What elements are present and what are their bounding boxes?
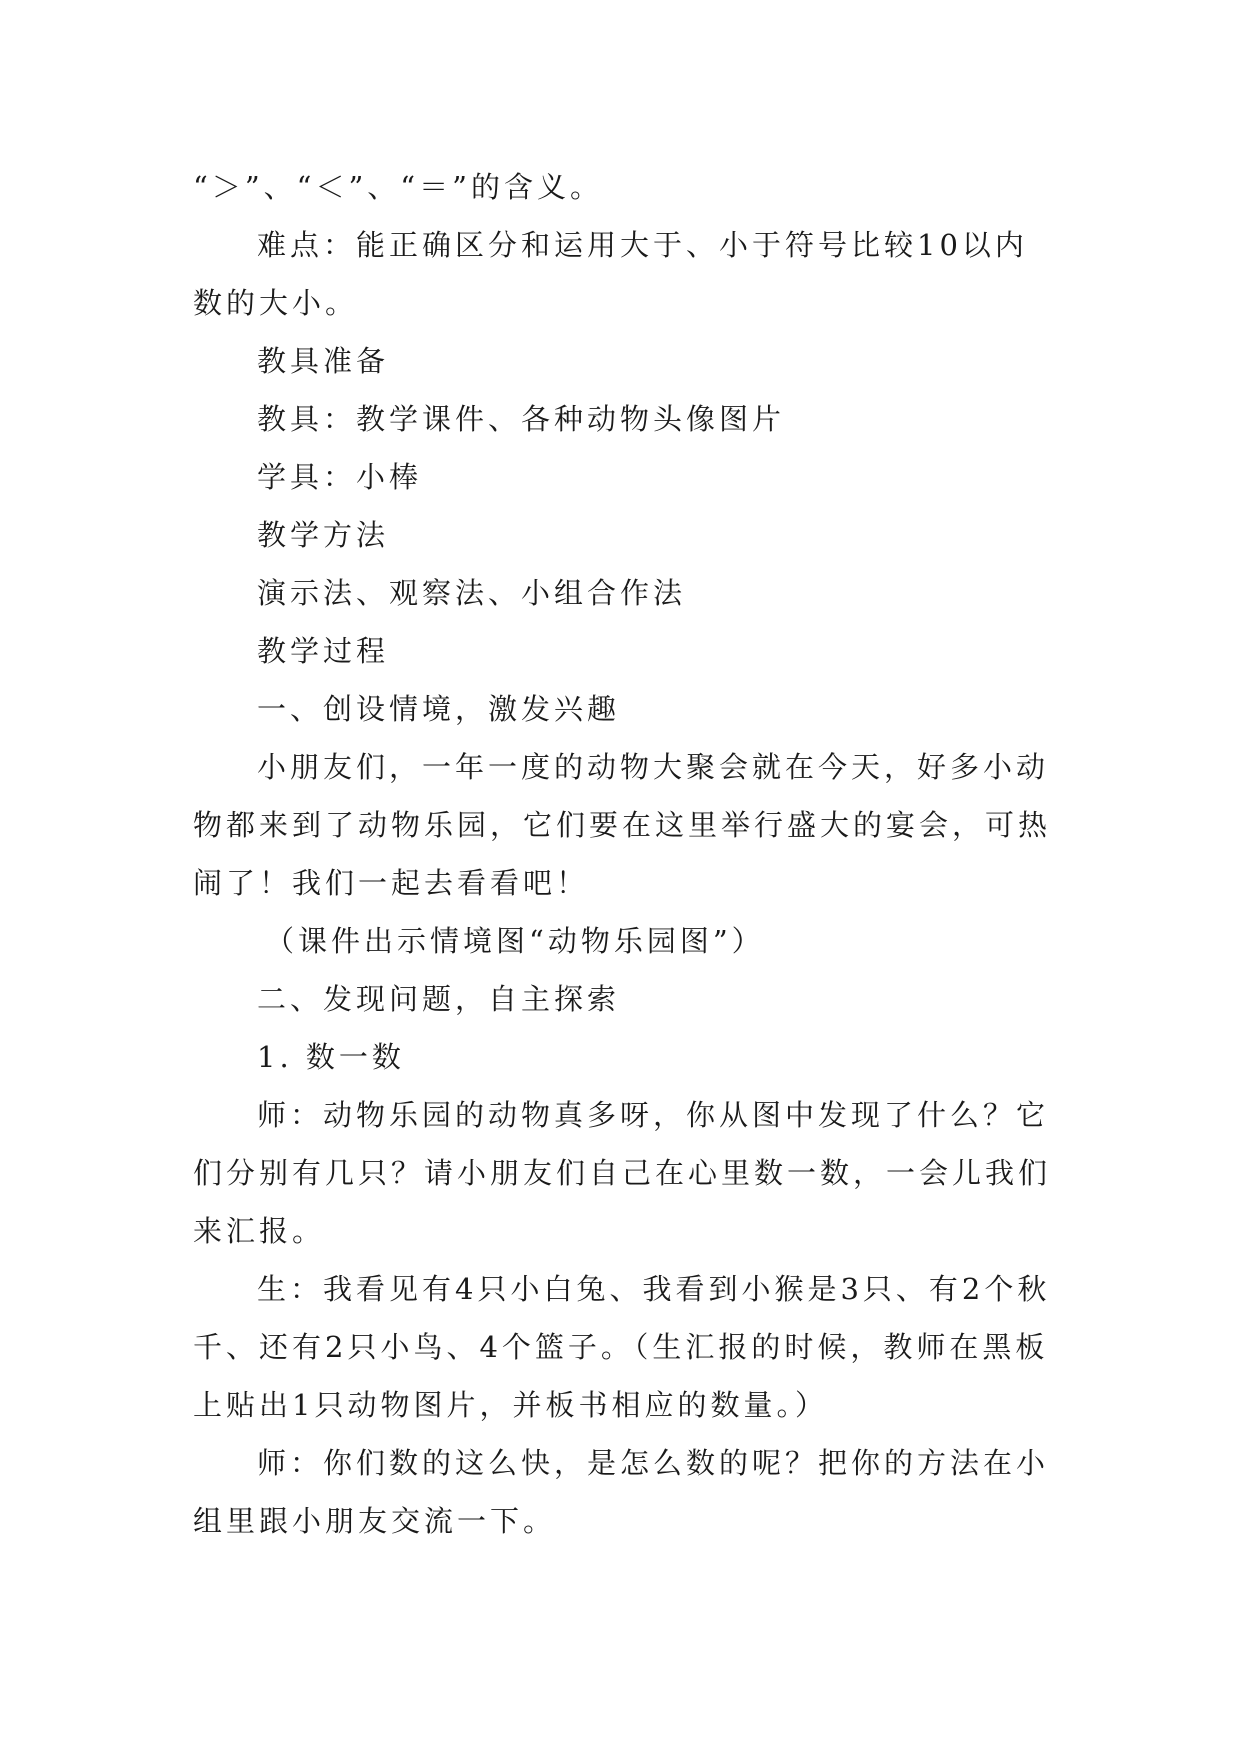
heading-teaching-process: 教学过程 — [257, 634, 390, 668]
paragraph-teacher-question: 师：动物乐园的动物真多呀，你从图中发现了什么？它们分别有几只？请小朋友们自己在心里数一数，一会儿我们来汇报。 — [193, 1098, 1052, 1248]
paragraph-meaning: “＞”、“＜”、“＝”的含义。 — [193, 170, 603, 204]
paragraph-student-answer: 生：我看见有4只小白兔、我看到小猴是3只、有2个秋千、还有2只小鸟、4个篮子。（生汇报的时候，教师在黑板上贴出1只动物图片，并板书相应的数量。） — [193, 1272, 1051, 1422]
heading-teaching-tools: 教具准备 — [257, 344, 390, 378]
paragraph-methods: 演示法、观察法、小组合作法 — [257, 576, 687, 610]
heading-count: 1. 数一数 — [257, 1040, 405, 1074]
heading-teaching-methods: 教学方法 — [257, 518, 390, 552]
paragraph-teacher-tools: 教具：教学课件、各种动物头像图片 — [257, 402, 786, 436]
heading-step-two: 二、发现问题，自主探索 — [257, 982, 621, 1016]
paragraph-difficulty: 难点：能正确区分和运用大于、小于符号比较10以内数的大小。 — [193, 228, 1028, 320]
heading-step-one: 一、创设情境，激发兴趣 — [257, 692, 621, 726]
paragraph-courseware: （课件出示情境图“动物乐园图”） — [265, 924, 765, 958]
document-body — [193, 158, 1051, 1550]
paragraph-intro: 小朋友们，一年一度的动物大聚会就在今天，好多小动物都来到了动物乐园，它们要在这里举行盛大的宴会，可热闹了！我们一起去看看吧！ — [193, 750, 1052, 900]
paragraph-student-tools: 学具：小棒 — [257, 460, 423, 494]
paragraph-teacher-followup: 师：你们数的这么快，是怎么数的呢？把你的方法在小组里跟小朋友交流一下。 — [193, 1446, 1050, 1538]
